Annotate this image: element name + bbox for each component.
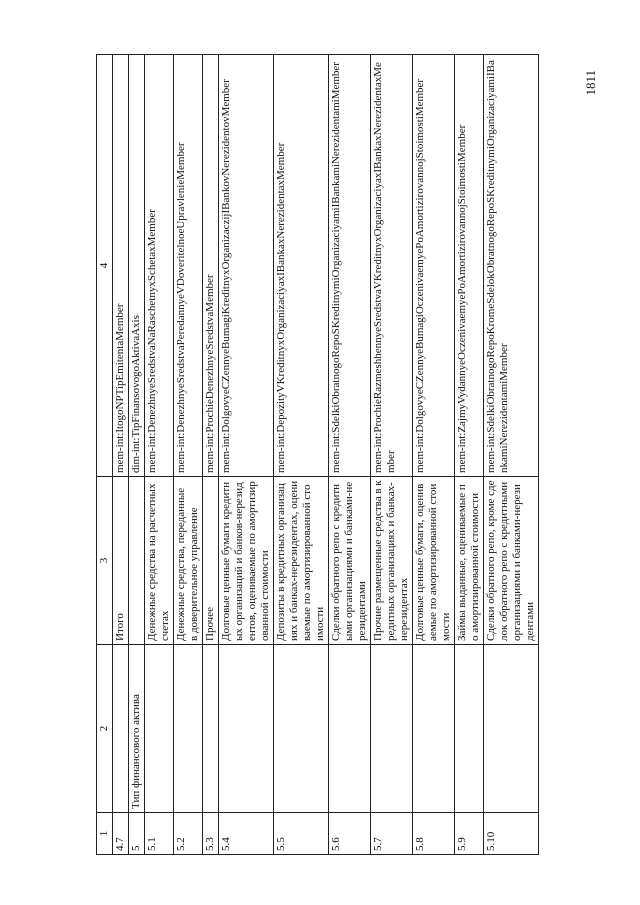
table-cell-c2: Тип финансового актива: [129, 645, 145, 813]
table-cell-num: 5: [129, 813, 145, 855]
table-cell-c2: [174, 645, 203, 813]
table-cell-c4: mem-int:ProchieDenezhnyeSredstvaMember: [203, 55, 219, 477]
table-row: [274, 55, 329, 855]
table-cell-num: 5.2: [174, 813, 203, 855]
table-cell-c2: [329, 645, 371, 813]
table-cell-num: 5.8: [413, 813, 455, 855]
table-cell-c2: [413, 645, 455, 813]
table-cell-c4: mem-int:DenezhnyeSredstvaNaRaschetnyxSchetaxMember: [145, 55, 174, 477]
table-cell-c2: [274, 645, 329, 813]
header-cell-1: 1: [97, 813, 113, 855]
table-cell-num: 4.7: [113, 813, 129, 855]
table-cell-c4: mem-int:DolgovyeCZennyeBumagiKreditnyxOrganizaczijIBankovNerezidentovMember: [219, 55, 274, 477]
table-row: [129, 55, 145, 855]
table-cell-c3: Депозиты в кредитных организациях и банках-нерезидентах, оцениваемые по амортизированной стоимости: [274, 477, 329, 645]
table-body: [113, 55, 539, 855]
table-cell-c3: Денежные средства на расчетных счетах: [145, 477, 174, 645]
table-cell-c2: [455, 645, 484, 813]
table-cell-c3: Прочее: [203, 477, 219, 645]
table-cell-c4: mem-int:ItogoNPTipEmitentaMember: [113, 55, 129, 477]
header-cell-2: 2: [97, 645, 113, 813]
table-row: [484, 55, 539, 855]
table-cell-c3: Долговые ценные бумаги кредитных организаций и банков-нерезидентов, оцениваемые по амортизированной стоимости: [219, 477, 274, 645]
table-cell-c4: mem-int:DenezhnyeSredstvaPeredannyeVDoveritelnoeUpravlenieMember: [174, 55, 203, 477]
table-cell-num: 5.1: [145, 813, 174, 855]
table-row: [113, 55, 129, 855]
table-cell-c4: mem-int:SdelkiObratnogoRepoKromeSdelokObratnogoRepoSKreditnymiOrganizaciyamiIBankamiNerezidentamiMember: [484, 55, 539, 477]
table-cell-c2: [145, 645, 174, 813]
xbrl-mapping-table: [96, 54, 539, 855]
page-number: 1811: [583, 70, 598, 96]
rotated-table-container: [96, 55, 566, 855]
table-cell-c3: Итого: [113, 477, 129, 645]
table-row: [371, 55, 413, 855]
table-header-row: [97, 55, 113, 855]
table-cell-c3: Займы выданные, оцениваемые по амортизированной стоимости: [455, 477, 484, 645]
table-cell-num: 5.5: [274, 813, 329, 855]
table-cell-c4: mem-int:SdelkiObratnogoRepoSKreditnymiOrganizaciyamiIBankamiNerezidentamiMember: [329, 55, 371, 477]
table-cell-c3: Сделки обратного репо, кроме сделок обратного репо с кредитными организациями и банками-нерезидентами: [484, 477, 539, 645]
table-cell-c3: Прочие размещенные средства в кредитных организациях и банках-нерезидентах: [371, 477, 413, 645]
table-cell-c4: mem-int:ProchieRazmeshhennyeSredstvaVKreditnyxOrganizaciyaxIBankaxNerezidentaxMember: [371, 55, 413, 477]
table-cell-num: 5.10: [484, 813, 539, 855]
table-cell-c3: Денежные средства, переданные в доверительное управление: [174, 477, 203, 645]
table-cell-c4: dim-int:TipFinansovogoAktivaAxis: [129, 55, 145, 477]
table-cell-c2: [113, 645, 129, 813]
table-cell-c2: [203, 645, 219, 813]
table-row: [455, 55, 484, 855]
header-cell-3: 3: [97, 477, 113, 645]
table-cell-num: 5.3: [203, 813, 219, 855]
table-cell-c4: mem-int:DolgovyeCZennyeBumagiOczenivaemyePoAmortizirovannojStoimostiMember: [413, 55, 455, 477]
table-row: [219, 55, 274, 855]
table-cell-num: 5.4: [219, 813, 274, 855]
table-cell-c4: mem-int:ZajmyVydannyeOczenivaemyePoAmortizirovannojStoimostiMember: [455, 55, 484, 477]
table-cell-num: 5.7: [371, 813, 413, 855]
table-cell-c2: [219, 645, 274, 813]
table-cell-c2: [484, 645, 539, 813]
table-cell-c3: Сделки обратного репо с кредитными организациями и банками-нерезидентами: [329, 477, 371, 645]
table-row: [413, 55, 455, 855]
table-cell-num: 5.6: [329, 813, 371, 855]
table-cell-c3: Долговые ценные бумаги, оцениваемые по амортизированной стоимости: [413, 477, 455, 645]
table-row: [203, 55, 219, 855]
table-cell-c3: [129, 477, 145, 645]
header-cell-4: 4: [97, 55, 113, 477]
table-row: [174, 55, 203, 855]
table-cell-c2: [371, 645, 413, 813]
table-cell-num: 5.9: [455, 813, 484, 855]
table-cell-c4: mem-int:DepozityVKreditnyxOrganizaciyaxIBankaxNerezidentaxMember: [274, 55, 329, 477]
table-row: [329, 55, 371, 855]
table-row: [145, 55, 174, 855]
